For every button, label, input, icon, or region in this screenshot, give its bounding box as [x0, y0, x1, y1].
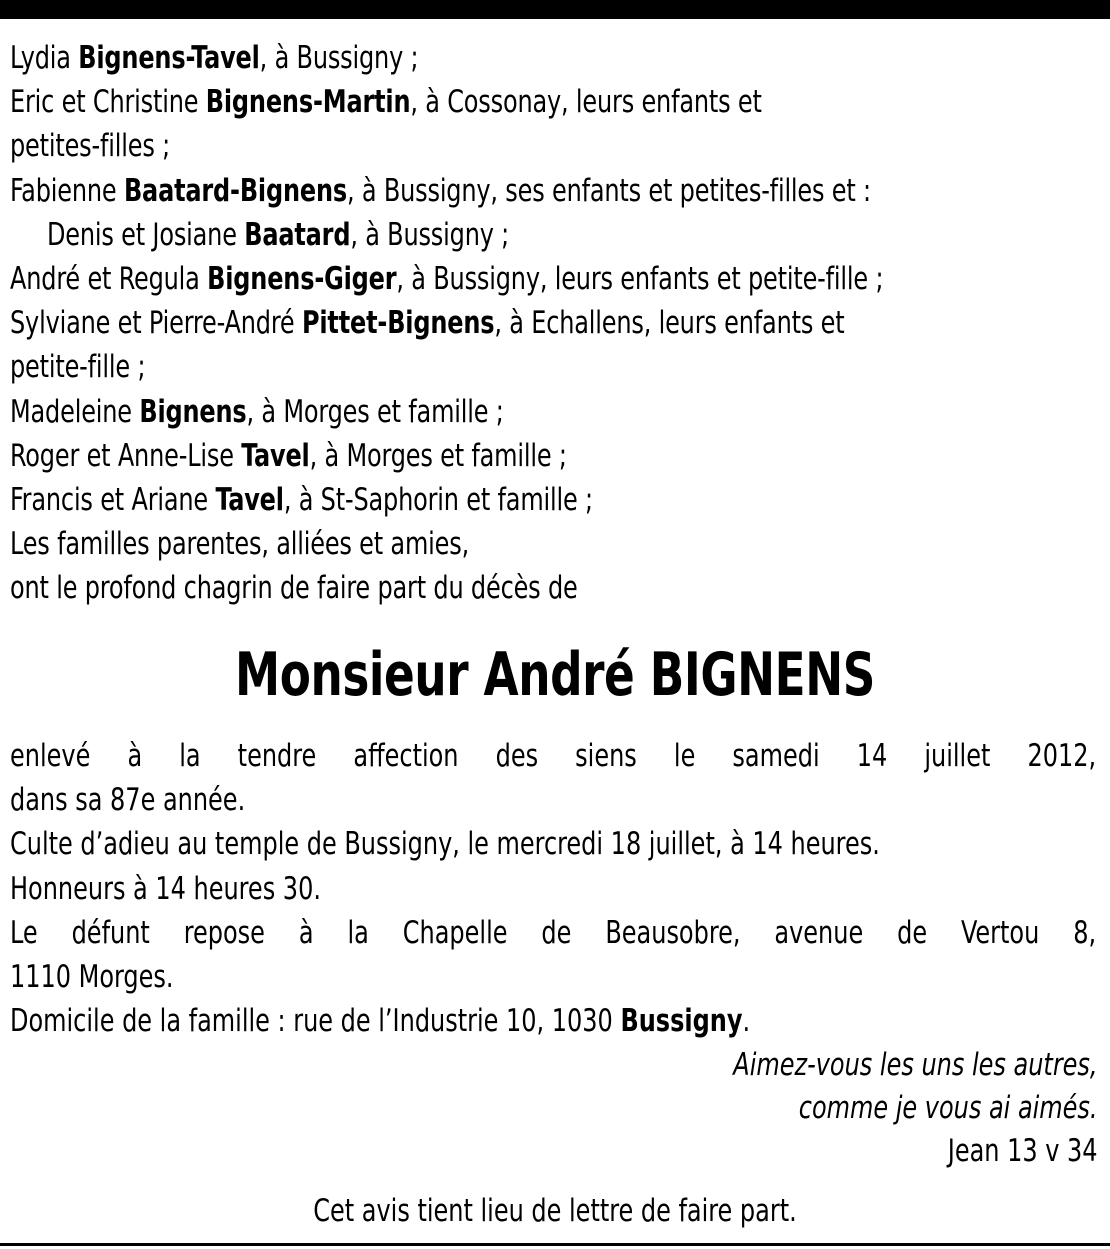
family-line: ont le profond chagrin de faire part du décès de — [10, 570, 578, 607]
justified-word: 2012, — [1027, 738, 1097, 774]
bottom-border-rule — [0, 1243, 1110, 1246]
justified-word: Vertou — [961, 914, 1040, 951]
justified-word: 14 — [856, 738, 888, 774]
verse-line: Aimez-vous les uns les autres, — [733, 1047, 1098, 1083]
notice-footer: Cet avis tient lieu de lettre de faire part. — [313, 1193, 797, 1229]
justified-word: la — [179, 738, 201, 774]
family-surname: Bignens — [139, 393, 247, 430]
detail-line-honours: Honneurs à 14 heures 30. — [10, 870, 321, 907]
detail-line-domicile: Domicile de la famille : rue de l’Industrie 10, 1030 Bussigny. — [10, 1003, 751, 1040]
justified-word: à — [298, 914, 314, 951]
justified-word: de — [897, 914, 928, 951]
justified-word: affection — [353, 738, 459, 774]
family-surname: Bignens-Martin — [205, 84, 411, 121]
justified-word: enlevé — [10, 738, 91, 774]
verse-line: comme je vous ai aimés. — [799, 1090, 1098, 1126]
family-line: Roger et Anne-Lise Tavel, à Morges et famille ; — [10, 437, 567, 474]
deceased-name-heading: Monsieur André BIGNENS — [235, 640, 875, 710]
family-line: Madeleine Bignens, à Morges et famille ; — [10, 393, 504, 430]
verse-reference: Jean 13 v 34 — [948, 1133, 1098, 1169]
family-line: petite-fille ; — [10, 349, 146, 386]
family-surname: Baatard-Bignens — [123, 172, 347, 209]
family-line: Sylviane et Pierre-André Pittet-Bignens, à Echallens, leurs enfants et — [10, 305, 845, 342]
detail-line-service: Culte d’adieu au temple de Bussigny, le mercredi 18 juillet, à 14 heures. — [10, 826, 880, 863]
family-line: petites-filles ; — [10, 128, 171, 165]
family-line-indented: Denis et Josiane Baatard, à Bussigny ; — [46, 216, 510, 253]
justified-word: défunt — [71, 914, 150, 951]
justified-word: de — [541, 914, 572, 951]
justified-word: Le — [10, 914, 38, 951]
justified-word: 8, — [1073, 914, 1097, 951]
family-surname: Bignens-Giger — [207, 261, 397, 298]
family-line: Les familles parentes, alliées et amies, — [10, 526, 470, 563]
justified-word: Beausobre, — [605, 914, 741, 951]
justified-word: tendre — [237, 738, 317, 774]
detail-line-chapel-city: 1110 Morges. — [10, 959, 174, 996]
justified-word: le — [673, 738, 696, 774]
detail-line-death-date — [10, 734, 1096, 778]
justified-word: repose — [183, 914, 265, 951]
family-line: Francis et Ariane Tavel, à St-Saphorin et famille ; — [10, 482, 593, 519]
family-line: Fabienne Baatard-Bignens, à Bussigny, ses enfants et petites-filles et : — [10, 172, 871, 209]
family-surname: Tavel — [215, 482, 284, 519]
family-surname: Baatard — [244, 216, 351, 253]
justified-word: siens — [575, 738, 637, 774]
family-line: André et Regula Bignens-Giger, à Bussigny, leurs enfants et petite-fille ; — [10, 261, 884, 298]
top-border-rule — [0, 0, 1110, 19]
family-surname: Pittet-Bignens — [301, 305, 495, 342]
family-surname: Tavel — [241, 437, 310, 474]
justified-word: Chapelle — [402, 914, 508, 951]
justified-word: des — [495, 738, 539, 774]
bible-verse — [674, 1044, 1098, 1173]
funeral-details — [10, 734, 1096, 1043]
detail-line-age: dans sa 87e année. — [10, 782, 246, 819]
justified-word: la — [347, 914, 369, 951]
family-list — [10, 36, 1102, 611]
justified-word: avenue — [774, 914, 864, 951]
family-line: Lydia Bignens-Tavel, à Bussigny ; — [10, 40, 419, 76]
domicile-city: Bussigny — [620, 1003, 743, 1040]
detail-line-chapel — [10, 911, 1096, 955]
family-surname: Bignens-Tavel — [78, 40, 260, 76]
justified-word: juillet — [924, 738, 991, 774]
family-line: Eric et Christine Bignens-Martin, à Cossonay, leurs enfants et — [10, 84, 762, 121]
justified-word: à — [127, 738, 143, 774]
justified-word: samedi — [732, 738, 820, 774]
